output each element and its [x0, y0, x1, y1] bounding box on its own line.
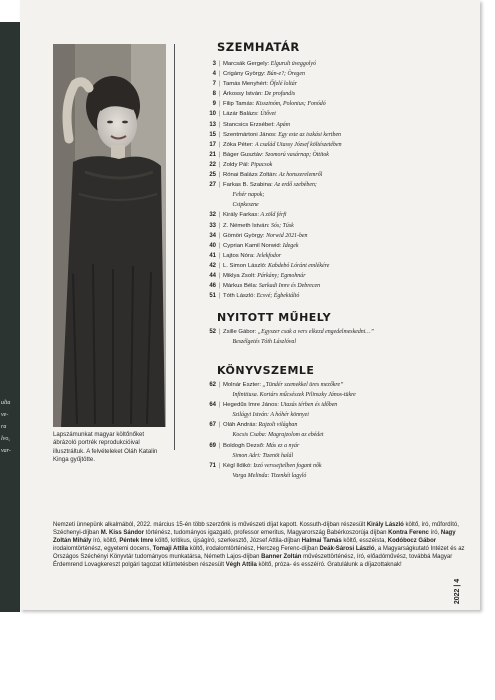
toc-page-number: 42 — [209, 262, 216, 269]
toc-author: L. Simon László: — [223, 262, 267, 269]
toc-entry — [190, 380, 356, 390]
toc-entry — [190, 160, 342, 170]
toc-author: Miklya Zsolt: — [223, 272, 256, 279]
toc-separator: | — [218, 212, 221, 219]
toc-title: Egy este az iszkási kertben — [278, 131, 342, 138]
awardee-name: Halmai Tamás — [301, 538, 342, 545]
toc-page-number: 41 — [209, 252, 216, 259]
section-title-konyvszemle: KÖNYVSZEMLE — [217, 364, 315, 377]
section-title-szemhatar: SZEMHATÁR — [217, 40, 300, 54]
toc-title: Apám — [276, 121, 290, 128]
toc-page-number: 17 — [209, 141, 216, 148]
toc-separator: | — [218, 462, 221, 469]
toc-author: Tamás Menyhért: — [223, 81, 269, 88]
awardee-name: Kodóbocz Gábor — [387, 538, 437, 545]
toc-entry — [190, 99, 342, 109]
toc-title: Rajzolt világban — [258, 422, 298, 429]
toc-author: Márkus Béla: — [223, 283, 258, 290]
toc-author: Oláh András: — [223, 422, 258, 429]
toc-page-number: 10 — [209, 111, 216, 118]
toc-entry — [190, 461, 356, 471]
toc-page-number: 3 — [212, 61, 216, 67]
toc-author: Szentmártoni János: — [223, 131, 277, 138]
toc-title: Kisszinóm, Polonius; Fonódó — [255, 101, 326, 108]
paragraph-text: történész, tudományos igazgató, professor emeritus, Magyarország Babérkoszorúja díjban — [144, 530, 389, 537]
toc-title: Sarkadi Imre és Debrecen — [258, 283, 321, 290]
toc-separator: | — [218, 242, 221, 249]
toc-author: Zsille Gábor: — [223, 329, 257, 335]
toc-entry — [190, 451, 356, 461]
paragraph-text: író, költő, — [91, 538, 120, 545]
toc-title: Kabdebó Lóránt emlékére — [268, 262, 330, 269]
toc-author: Báger Gusztáv: — [223, 151, 264, 158]
paragraph-text: , a Magyarságkutató Intézet és az Országos Széchényi Könyvtár tudományos munkatársa, Németh Lajos-díjban — [53, 546, 465, 561]
toc-page-number: 13 — [209, 121, 216, 128]
toc-separator: | — [218, 111, 221, 118]
awardee-name: Banner Zoltán — [261, 554, 302, 561]
toc-entry — [190, 79, 342, 89]
toc-page-number: 51 — [209, 293, 216, 300]
toc-author: Crigány György: — [223, 71, 266, 78]
awardee-name: Végh Attila — [225, 562, 257, 569]
adjacent-page-edge — [0, 22, 20, 612]
toc-title: A család Utassy József költészetében — [254, 141, 342, 148]
toc-page-number: 32 — [209, 212, 216, 219]
toc-separator: | — [218, 141, 221, 148]
toc-separator: | — [218, 172, 221, 179]
toc-entry — [190, 337, 374, 347]
toc-separator: | — [218, 161, 221, 168]
toc-separator: | — [218, 61, 221, 67]
toc-page-number: 8 — [212, 91, 216, 98]
toc-author: Lázár Balázs: — [223, 111, 259, 118]
toc-entry — [190, 109, 342, 119]
toc-entry — [190, 291, 342, 301]
toc-entry — [190, 241, 342, 251]
toc-page-number: 7 — [212, 81, 216, 88]
toc-separator: | — [218, 382, 221, 388]
toc-author: Farkas B. Szabina: — [223, 182, 273, 189]
toc-author: Király Farkas: — [223, 212, 260, 219]
toc-page-number: 15 — [209, 131, 216, 138]
toc-author: Stancsics Erzsébet: — [223, 121, 275, 128]
toc-author: Molnár Eszter: — [223, 382, 261, 388]
toc-page-number: 9 — [212, 101, 216, 108]
toc-entry — [190, 231, 342, 241]
toc-author: Zóka Péter: — [223, 141, 254, 148]
toc-entry — [190, 210, 342, 220]
toc-separator: | — [218, 262, 221, 269]
toc-page-number: 40 — [209, 242, 216, 249]
toc-title: Párkány; Egmohnár — [257, 272, 306, 279]
toc-title: Ecsvé; Égbekiáltó — [256, 293, 300, 300]
section-title-nyitott-muhely: NYITOTT MŰHELY — [217, 311, 332, 324]
toc-author: Boldogh Dezső: — [223, 442, 265, 449]
awardee-name: Deák-Sárosi László — [319, 546, 375, 553]
toc-page-number: 67 — [209, 422, 216, 429]
toc-entry — [190, 221, 342, 231]
toc-entry — [190, 261, 342, 271]
toc-separator: | — [218, 329, 221, 335]
awardee-name: Péntek Imre — [119, 538, 154, 545]
toc-title: Az erdő szebében; — [274, 182, 317, 189]
toc-list-konyvszemle — [190, 380, 356, 481]
toc-separator: | — [218, 101, 221, 108]
toc-page-number: 25 — [209, 172, 216, 179]
awardee-name: Király László — [366, 522, 404, 528]
toc-page-number: 4 — [212, 71, 216, 78]
toc-title: Kocsis Csaba: Magrajzolom az ebédet — [232, 432, 324, 439]
paragraph-text: költő, próza- és esszéíró. Gratulálunk a díjazottaknak! — [256, 562, 402, 569]
toc-author: Gömöri György: — [223, 232, 265, 239]
toc-author: Hegedűs Imre János: — [223, 402, 279, 409]
toc-separator: | — [218, 402, 221, 409]
awardee-name: M. Kiss Sándor — [100, 530, 145, 537]
toc-author: Filip Tamás: — [223, 101, 255, 108]
toc-separator: | — [218, 293, 221, 300]
toc-title: Idegek — [282, 242, 299, 249]
toc-title: Szilágyi István: A hóhér könnyei — [232, 412, 309, 419]
toc-title: Beszélgetés Tóth Lászlóval — [232, 339, 296, 346]
toc-page-number: 69 — [209, 442, 216, 449]
toc-entry — [190, 400, 356, 410]
toc-author: Z. Németh István: — [223, 222, 270, 229]
toc-entry — [190, 200, 342, 210]
toc-title: Bún-e?; Öregen — [267, 71, 305, 78]
toc-separator: | — [218, 442, 221, 449]
paragraph-text: Nemzeti ünnepünk alkalmából, 2022. március 15-én több szerzőnk is művészeti díjat kapott. Kossuth-díjban részesült — [53, 522, 367, 528]
toc-title: Simon Adri: Tizenöt halál — [232, 452, 294, 459]
paragraph-text: irodalomtörténész, egyetemi docens, — [53, 546, 153, 553]
adjacent-page-text: ulta ve- ra lvo, var- — [1, 400, 11, 454]
toc-title: Más ez a nyár — [266, 442, 300, 449]
toc-separator: | — [218, 71, 221, 78]
awardee-name: Tomaji Attila — [152, 546, 189, 553]
paragraph-text: költő, esszéista, — [341, 538, 388, 545]
paragraph-text: költő, irodalomtörténész, Herczeg Ferenc-díjban — [188, 546, 320, 553]
toc-list-szemhatar — [190, 59, 342, 301]
toc-title: Ütővet — [260, 111, 276, 118]
toc-title: A zöld férfi — [260, 212, 287, 219]
toc-title: Varga Melinda: Tizenkét lagyló — [232, 472, 307, 479]
toc-entry — [190, 140, 342, 150]
toc-author: Kégl Ildikó: — [223, 462, 252, 469]
toc-title: Infinitiusa. Kortárs műcsészek Pilinszky János-tükre — [232, 392, 356, 399]
awardee-name: Kontra Ferenc — [388, 530, 429, 537]
toc-separator: | — [218, 232, 221, 239]
paragraph-text: művészettörténész, író, előadóművész, továbbá Magyar Érdemrend Lovagkereszt polgári tagozat kitüntetésben részesült — [53, 554, 453, 569]
toc-page-number: 34 — [209, 232, 216, 239]
toc-title: Norwid 2021-ben — [266, 232, 308, 239]
toc-entry — [190, 271, 342, 281]
column-divider — [174, 44, 175, 450]
toc-entry — [190, 89, 342, 99]
toc-entry — [190, 190, 342, 200]
toc-title: Izzó verssejtelben fogant nők — [253, 462, 322, 469]
paragraph-text: költő, kritikus, újságíró, szerkesztő, József Attila-díjban — [153, 538, 302, 545]
toc-author: Zoldy Pál: — [223, 161, 250, 168]
awardee-name: Nagy Zoltán Mihály — [53, 530, 456, 545]
toc-page-number: 21 — [209, 151, 216, 158]
toc-author: Lajtos Nóra: — [223, 252, 255, 259]
toc-page-number: 62 — [209, 382, 216, 388]
toc-title: Az honszerelemről — [278, 172, 323, 179]
toc-entry — [190, 420, 356, 430]
toc-page-number: 52 — [209, 329, 216, 335]
page-number: 2022 | 4 — [454, 578, 462, 605]
toc-title: Utazás térben és időben — [280, 402, 338, 409]
toc-entry — [190, 281, 342, 291]
toc-entry — [190, 471, 356, 481]
toc-separator: | — [218, 272, 221, 279]
toc-entry — [190, 130, 342, 140]
toc-entry — [190, 390, 356, 400]
toc-page-number: 44 — [209, 272, 216, 279]
toc-page-number: 64 — [209, 402, 216, 409]
toc-separator: | — [218, 151, 221, 158]
toc-author: Rónai Balázs Zoltán: — [223, 172, 278, 179]
toc-page-number: 46 — [209, 283, 216, 290]
toc-title: Sós; Túsk — [270, 222, 294, 229]
photo-caption: Lapszámunkat magyar költőnőket ábrázoló portrék reprodukcióival illusztráltuk. A felvételeket Oláh Katalin Kinga gyűjtötte. — [53, 431, 158, 464]
paragraph-text: költő, író, műfordító, Széchenyi-díjban — [53, 522, 459, 537]
toc-entry — [190, 327, 374, 337]
toc-page-number: 22 — [209, 161, 216, 168]
portrait-photo — [53, 44, 166, 427]
toc-separator: | — [218, 81, 221, 88]
toc-title: Fehér napok; — [232, 192, 265, 199]
toc-title: Pipacsok — [250, 161, 273, 168]
toc-separator: | — [218, 121, 221, 128]
toc-title: Elgurult üveggolyó — [270, 61, 316, 67]
toc-title: Őfelé loltár — [269, 81, 297, 88]
toc-entry — [190, 180, 342, 190]
toc-separator: | — [218, 91, 221, 98]
toc-separator: | — [218, 131, 221, 138]
toc-entry — [190, 59, 342, 69]
award-announcement-paragraph — [53, 521, 473, 570]
toc-entry — [190, 430, 356, 440]
toc-title: „Tündér szemekkel üres mezőkre” — [262, 382, 344, 388]
toc-author: Árkossy István: — [223, 91, 263, 98]
paragraph-text: író, — [428, 530, 441, 537]
toc-entry — [190, 251, 342, 261]
toc-entry — [190, 120, 342, 130]
toc-author: Cyprian Kamil Norwid: — [223, 242, 282, 249]
toc-list-nyitott-muhely — [190, 327, 374, 347]
toc-separator: | — [218, 222, 221, 229]
toc-entry — [190, 170, 342, 180]
toc-page-number: 33 — [209, 222, 216, 229]
toc-separator: | — [218, 252, 221, 259]
toc-entry — [190, 441, 356, 451]
toc-page-number: 27 — [209, 182, 216, 189]
toc-page-number: 71 — [209, 462, 216, 469]
toc-title: „Egyszer csak a vers elkezd engedelmeskedni…” — [257, 329, 374, 335]
toc-separator: | — [218, 283, 221, 290]
toc-title: Szomorú vasárnap; Öttitok — [265, 151, 329, 158]
toc-separator: | — [218, 422, 221, 429]
toc-title: Jelekfodor — [256, 252, 282, 259]
toc-separator: | — [218, 182, 221, 189]
toc-author: Tóth László: — [223, 293, 256, 300]
portrait-illustration — [53, 44, 166, 427]
toc-entry — [190, 69, 342, 79]
toc-title: De profundis — [264, 91, 296, 98]
toc-entry — [190, 410, 356, 420]
toc-author: Marcsák Gergely: — [223, 61, 270, 67]
toc-title: Csipkeszne — [232, 202, 259, 209]
toc-entry — [190, 150, 342, 160]
